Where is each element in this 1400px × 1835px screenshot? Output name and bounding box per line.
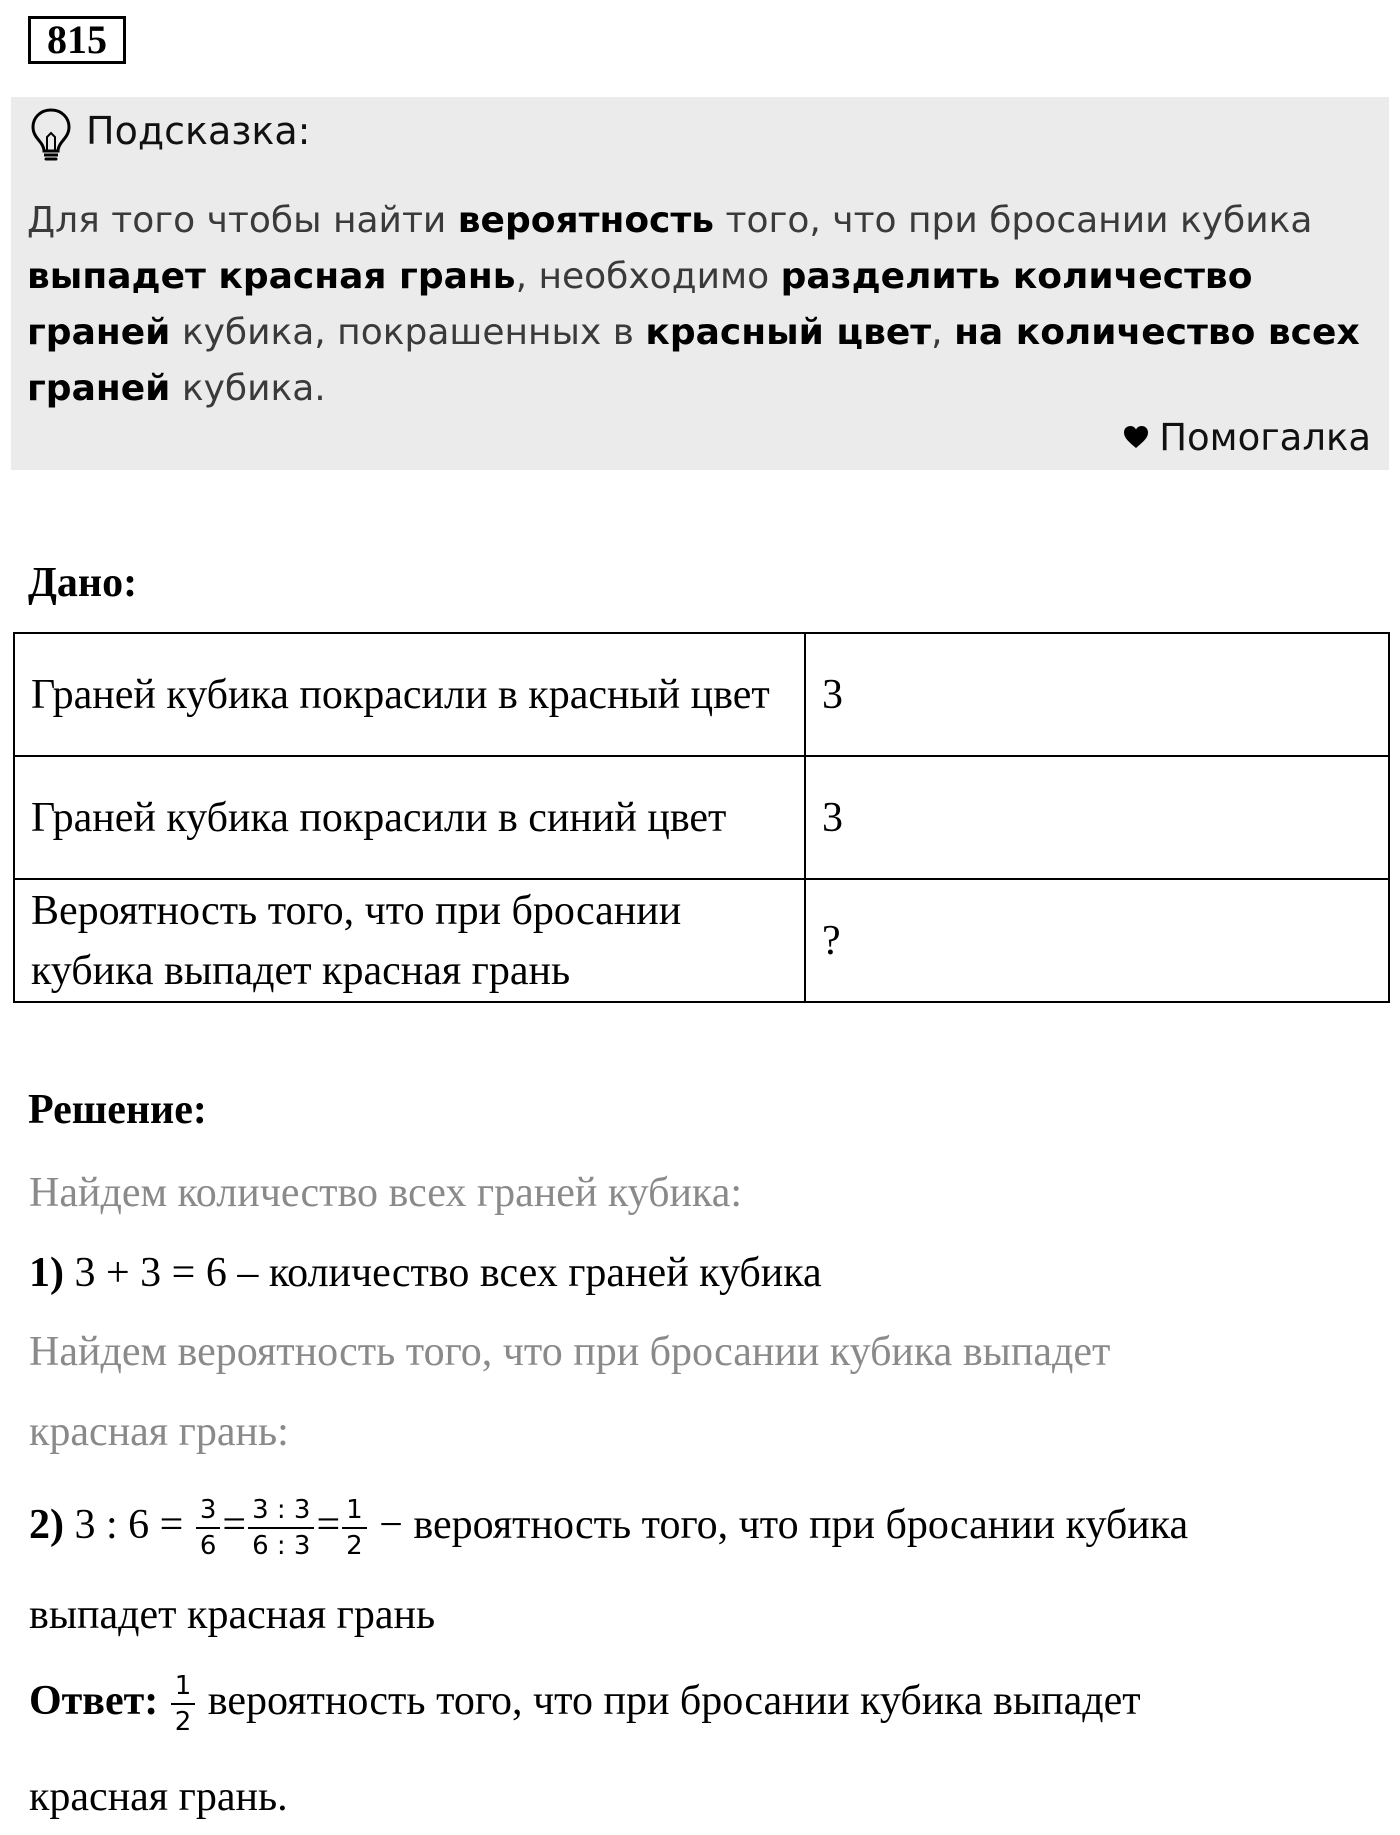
given-label: Граней кубика покрасили в красный цвет xyxy=(14,633,805,756)
answer-line-2: красная грань. xyxy=(29,1774,288,1820)
hint-emphasis: на количество всех граней xyxy=(27,312,1360,409)
answer-fraction xyxy=(171,1671,196,1737)
solution-title: Решение: xyxy=(28,1087,207,1133)
hint-box xyxy=(11,97,1389,470)
fraction-denominator: 2 xyxy=(174,1707,192,1738)
given-value: 3 xyxy=(805,633,1389,756)
task-number: 815 xyxy=(28,16,126,64)
fraction-numerator: 3 : 3 xyxy=(248,1495,314,1529)
fraction-numerator: 3 xyxy=(196,1495,221,1529)
table-row xyxy=(14,633,1389,756)
solution-step-2 xyxy=(29,1487,1188,1563)
hint-segment: , xyxy=(931,312,955,353)
solution-step-2-line-2: выпадет красная грань xyxy=(29,1592,436,1638)
solution-note-2-line-2: красная грань: xyxy=(29,1409,289,1455)
hint-title: Подсказка: xyxy=(86,109,311,153)
hint-emphasis: разделить количество граней xyxy=(27,256,1253,353)
equals-sign: = xyxy=(316,1502,341,1548)
fraction-denominator: 6 xyxy=(199,1531,217,1562)
heart-icon xyxy=(1123,425,1149,449)
hint-emphasis: вероятность xyxy=(457,200,715,241)
step-1-text: 3 + 3 = 6 – количество всех граней кубика xyxy=(64,1250,822,1296)
hint-segment: , необходимо xyxy=(515,256,781,297)
given-value: 3 xyxy=(805,756,1389,879)
hint-text xyxy=(27,193,1372,417)
fraction-numerator: 1 xyxy=(342,1495,367,1529)
step-2-expression: 3 : 6 = xyxy=(64,1502,184,1548)
lightbulb-icon xyxy=(29,107,73,163)
solution-note-1: Найдем количество всех граней кубика: xyxy=(29,1170,743,1216)
fraction-3-6 xyxy=(196,1495,221,1561)
hint-segment: кубика, покрашенных в xyxy=(170,312,646,353)
answer-label: Ответ: xyxy=(29,1678,159,1724)
answer xyxy=(29,1658,1141,1744)
table-row xyxy=(14,879,1389,1002)
step-2-text: − вероятность того, что при бросании кубика xyxy=(368,1502,1189,1548)
hint-segment: Для того чтобы найти xyxy=(27,200,458,241)
hint-segment: кубика. xyxy=(170,368,326,409)
equals-sign: = xyxy=(222,1502,247,1548)
hint-emphasis: выпадет красная грань xyxy=(27,256,516,297)
given-label: Вероятность того, что при бросании кубика выпадет красная грань xyxy=(14,879,805,1002)
answer-text: вероятность того, что при бросании кубика выпадет xyxy=(197,1678,1141,1724)
fraction-numerator: 1 xyxy=(171,1671,196,1705)
fraction-reduction xyxy=(248,1495,314,1561)
given-title: Дано: xyxy=(28,560,138,606)
step-2-number: 2) xyxy=(29,1502,64,1548)
fraction-denominator: 2 xyxy=(346,1531,363,1562)
credit-label: Помогалка xyxy=(1159,416,1371,459)
hint-segment: того, что при бросании кубика xyxy=(714,200,1313,241)
step-1-number: 1) xyxy=(29,1250,64,1296)
solution-step-1 xyxy=(29,1248,822,1298)
table-row xyxy=(14,756,1389,879)
solution-note-2-line-1: Найдем вероятность того, что при бросании кубика выпадет xyxy=(29,1329,1111,1375)
fraction-1-2 xyxy=(342,1495,367,1561)
hint-emphasis: красный цвет xyxy=(645,312,932,353)
fraction-denominator: 6 : 3 xyxy=(252,1531,311,1562)
given-value: ? xyxy=(805,879,1389,1002)
given-table xyxy=(13,632,1390,1003)
credit xyxy=(1123,415,1371,461)
given-label: Граней кубика покрасили в синий цвет xyxy=(14,756,805,879)
